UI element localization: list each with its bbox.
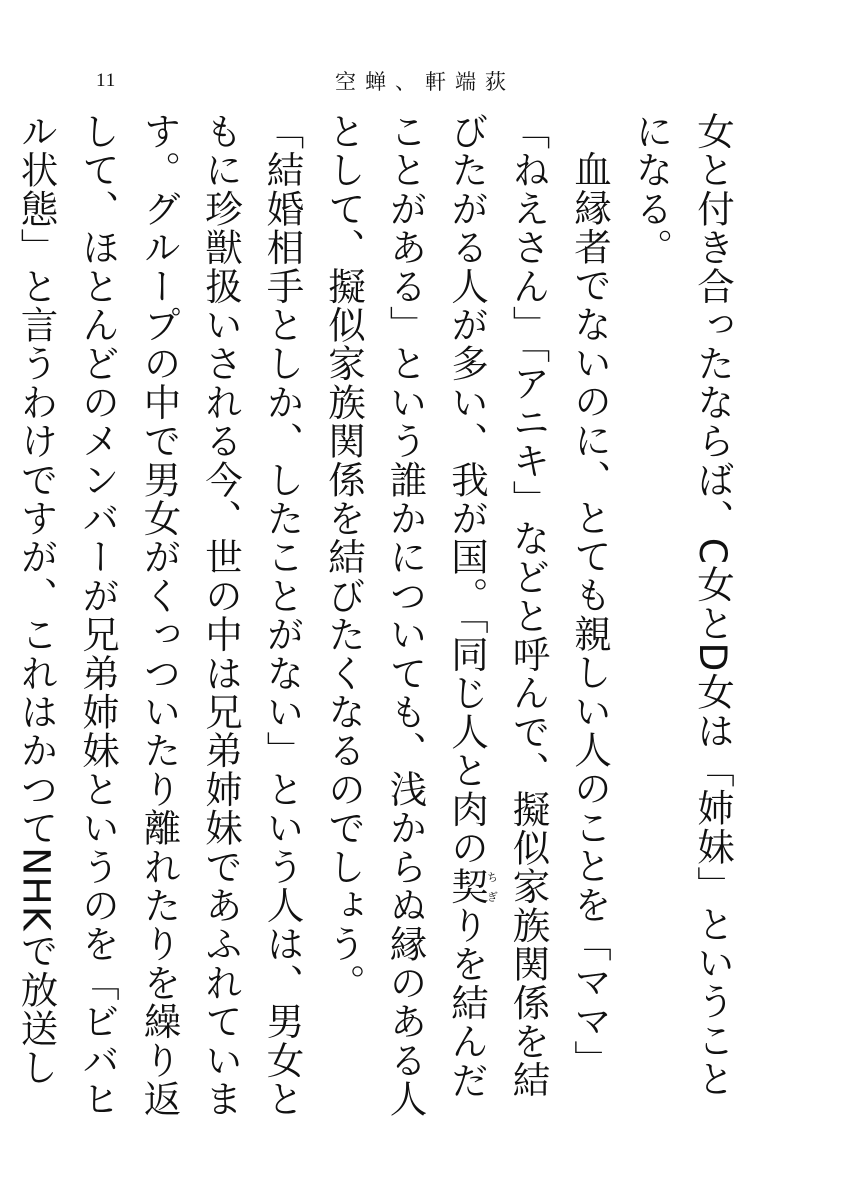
text-run: 「結婚相手としか、したことがない」という人は、男女ともに珍獣扱いされる今、世の中は兄弟姉妹であふれています。グループの中で男女がくっついたり離れたりを繰り返して、ほとんどのメンバーが兄弟姉妹というのを「ビバヒル状態」と言うわけですが、これはかつてNHKで放送し: [14, 112, 305, 1119]
paragraph: [313, 112, 621, 1122]
ruby-word: [445, 867, 499, 906]
text-run: 女と付き合ったならば、C女とD女は「姉妹」ということになる。: [629, 112, 735, 1099]
text-run: 血縁者でないのに、とても親しい人のことを「ママ」「ねえさん」「アニキ」などと呼んで、擬似家族関係を結びたがる人が多い、我が国。「同じ人と肉の: [445, 112, 612, 1100]
paragraph: [0, 112, 313, 1122]
ruby-reading: ちぎ: [485, 867, 499, 906]
ruby-base: 契: [445, 867, 489, 906]
paragraph: [620, 112, 743, 1122]
page-number: 11: [96, 70, 117, 91]
running-head: 空蝉、軒端荻: [335, 70, 515, 94]
text-run: りを結んだことがある」という誰かについても、浅からぬ縁のある人として、擬似家族関係を結びたくなるのでしょう。: [322, 112, 489, 1119]
body-text: [14, 112, 743, 1122]
